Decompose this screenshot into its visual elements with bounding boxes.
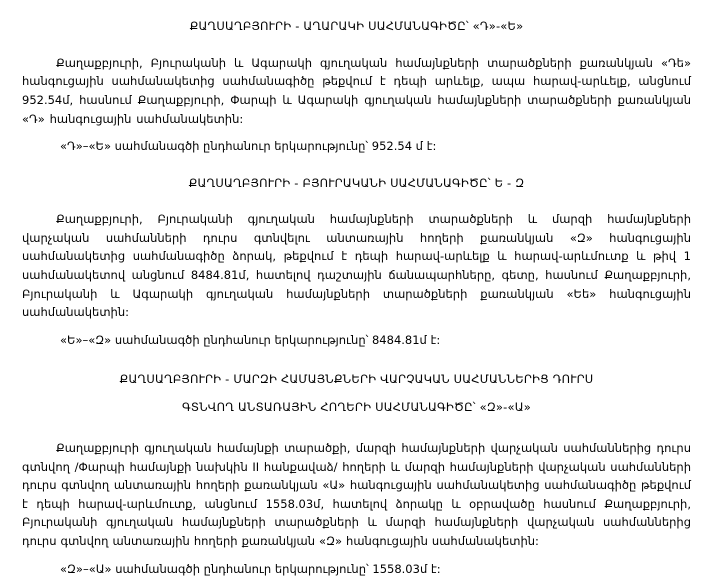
- section-3-heading-line1: ՔԱՂՍԱՂԲՅՈՒՐԻ - ՄԱՐԶԻ ՀԱՄԱՅՆՔՆԵՐԻ ՎԱՐՉԱԿԱՆ ՍԱՀՄԱՆՆԵՐԻՑ ԴՈՒՐՍ: [119, 372, 594, 387]
- section-1-paragraph: Քաղաքբյուրի, Բյուրականի և Ագարակի գյուղական համայնքների տարածքների քառանկյան «Դե» հանգուցային սահմանակետից սահմանագիծը թեքվում է դեպի արևելք, ապա հարավ-արևելք, անցնում 952.54մ, հասնում Քաղաքբյուրի, Փարպի և Ագարակի գյուղական համայնքների տարածքների քառանկյան «Դ» հանգուցային սահմանակետին:: [22, 55, 691, 126]
- section-2-heading: ՔԱՂՍԱՂԲՅՈՒՐԻ - ԲՅՈՒՐԱԿԱՆԻ ՍԱՀՄԱՆԱԳԻԾԸ՝ Ե - Զ: [188, 175, 525, 190]
- section-3: [22, 371, 691, 578]
- section-2-conclusion: «Ե»–«Զ» սահմանագծի ընդհանուր երկարությունը՝ 8484.81մ է:: [60, 332, 441, 347]
- spacer: [22, 156, 691, 175]
- section-3-conclusion: «Զ»–«Ա» սահմանագծի ընդհանուր երկարությունը՝ 1558.03մ է:: [60, 561, 441, 576]
- section-2-paragraph: Քաղաքբյուրի, Բյուրականի գյուղական համայնքների տարածքների և մարզի համայնքների վարչական սահմանների դուրս գտնվելու անտառային հողերի քառանկյան «Զ» հանգուցային սահմանակետից սահմանագիծը ձորակ, թեքվում է դեպի հարավ-արևելք և հարավ-արևմուտք և թիվ 1 սահմանակետով անցնում 8484.81մ, հատելով դաշտային ճանապարհները, գետը, հասնում Քաղաքբյուրի, Բյուրականի և Ագարակի գյուղական համայնքների տարածքների քառանկյան «Եե» հանգուցային սահմանակետին:: [22, 212, 691, 320]
- spacer: [22, 322, 691, 331]
- section-1-conclusion: «Դ»–«Ե» սահմանագծի ընդհանուր երկարությունը՝ 952.54 մ է:: [60, 139, 437, 154]
- spacer: [22, 201, 691, 210]
- section-3-paragraph: Քաղաքբյուրի գյուղական համայնքի տարածքի, մարզի համայնքների վարչական սահմաններից դուրս գտնվող /Փարպի համայնքի նախկին II հանքավաձ/ հողերի և մարզի համայնքների վարչական սահմանների դուրս գտնվող անտառային հողերի քառանկյան «Ա» հանգուցային սահմանակետից սահմանագիծը թեքվում է դեպի հարավ-արևմուտք, անցնում 1558.03մ, հատելով ձորակը և օբրավածը հասնում Քաղաքբյուրի, Բյուրականի գյուղական համայնքների տարածքների և մարզի համայնքների վարչական սահմաններից դուրս գտնվող անտառային հողերի քառանկյան «Զ» հանգուցային սահմանակետին:: [22, 440, 691, 548]
- section-1-heading: ՔԱՂՍԱՂԲՅՈՒՐԻ - ԱՂԱՐԱԿԻ ՍԱՀՄԱՆԱԳԻԾԸ՝ «Դ»-«Ե»: [189, 19, 524, 33]
- spacer: [22, 128, 691, 137]
- spacer: [22, 349, 691, 371]
- spacer: [22, 426, 691, 439]
- spacer: [22, 45, 691, 54]
- spacer: [22, 551, 691, 560]
- section-1: [22, 18, 691, 156]
- section-3-heading-line2: ԳՏՆՎՈՂ ԱՆՏԱՌԱՅԻՆ ՀՈՂԵՐԻ ՍԱՀՄԱՆԱԳԻԾԸ՝ «Զ»-«Ա»: [182, 399, 531, 414]
- section-2: [22, 175, 691, 350]
